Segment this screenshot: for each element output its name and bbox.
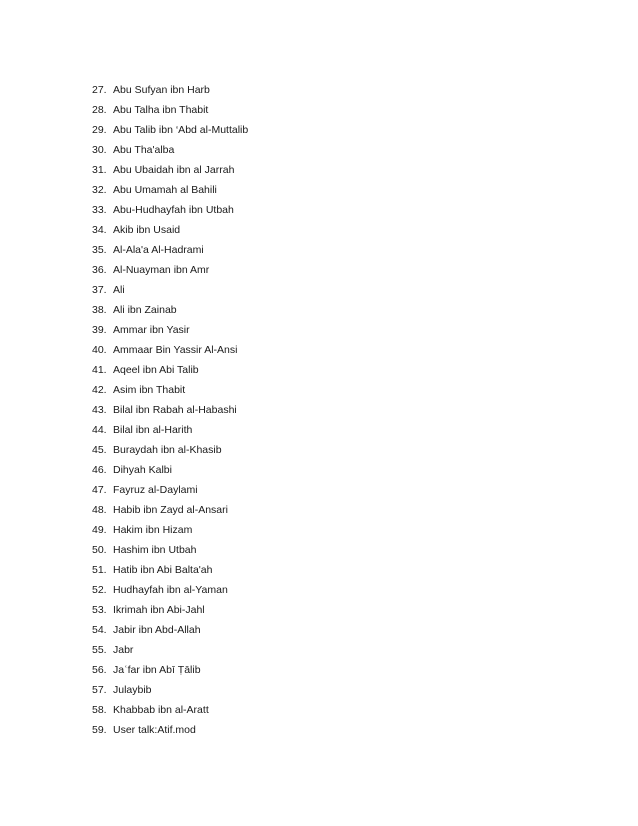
list-item xyxy=(92,623,248,643)
list-item-number: 53. xyxy=(92,604,107,616)
list-item xyxy=(92,543,248,563)
list-item-name: Abu Talib ibn ‘Abd al-Muttalib xyxy=(113,124,249,136)
list-item-number: 39. xyxy=(92,324,107,336)
list-item xyxy=(92,703,248,723)
list-item xyxy=(92,323,248,343)
list-item-name: Ali xyxy=(113,284,125,296)
list-item-name: Asim ibn Thabit xyxy=(113,384,186,396)
list-item xyxy=(92,143,248,163)
list-item-number: 45. xyxy=(92,444,107,456)
list-item xyxy=(92,443,248,463)
list-item xyxy=(92,463,248,483)
list-item-name: Jaʿfar ibn Abī Ṭālib xyxy=(113,664,201,676)
list-item-number: 49. xyxy=(92,524,107,536)
list-item xyxy=(92,423,248,443)
list-item-number: 59. xyxy=(92,724,107,736)
list-item-name: Fayruz al-Daylami xyxy=(113,484,198,496)
list-item-number: 51. xyxy=(92,564,107,576)
list-item-name: Buraydah ibn al-Khasib xyxy=(113,444,222,456)
list-item-number: 27. xyxy=(92,84,107,96)
list-item-name: Khabbab ibn al-Aratt xyxy=(113,704,209,716)
list-item-number: 52. xyxy=(92,584,107,596)
list-item-number: 37. xyxy=(92,284,107,296)
list-item xyxy=(92,363,248,383)
list-item-number: 30. xyxy=(92,144,107,156)
list-item-name: Abu Ubaidah ibn al Jarrah xyxy=(113,164,235,176)
list-item-number: 40. xyxy=(92,344,107,356)
list-item-name: Jabr xyxy=(113,644,134,656)
list-item-name: Abu Umamah al Bahili xyxy=(113,184,217,196)
list-item-number: 56. xyxy=(92,664,107,676)
list-item xyxy=(92,163,248,183)
list-item xyxy=(92,643,248,663)
list-item-name: Abu-Hudhayfah ibn Utbah xyxy=(113,204,234,216)
list-item xyxy=(92,83,248,103)
list-item-number: 50. xyxy=(92,544,107,556)
list-item xyxy=(92,183,248,203)
list-item-name: Ali ibn Zainab xyxy=(113,304,177,316)
list-item-name: Abu Tha'alba xyxy=(113,144,175,156)
list-item xyxy=(92,223,248,243)
list-item-name: Al-Nuayman ibn Amr xyxy=(113,264,210,276)
list-item-name: Julaybib xyxy=(113,684,152,696)
list-item-name: Hatib ibn Abi Balta'ah xyxy=(113,564,213,576)
list-item-number: 36. xyxy=(92,264,107,276)
list-item-name: Hashim ibn Utbah xyxy=(113,544,197,556)
list-item xyxy=(92,683,248,703)
list-item-number: 41. xyxy=(92,364,107,376)
list-item xyxy=(92,263,248,283)
list-item-number: 31. xyxy=(92,164,107,176)
list-item-number: 32. xyxy=(92,184,107,196)
list-item xyxy=(92,383,248,403)
list-item-number: 28. xyxy=(92,104,107,116)
list-item-name: Aqeel ibn Abi Talib xyxy=(113,364,199,376)
list-item-number: 58. xyxy=(92,704,107,716)
list-item-name: Bilal ibn al-Harith xyxy=(113,424,193,436)
list-item xyxy=(92,603,248,623)
list-item-name: Abu Talha ibn Thabit xyxy=(113,104,209,116)
list-item-number: 38. xyxy=(92,304,107,316)
list-item-name: User talk:Atif.mod xyxy=(113,724,196,736)
list-item-number: 35. xyxy=(92,244,107,256)
list-item-number: 46. xyxy=(92,464,107,476)
list-item xyxy=(92,203,248,223)
list-item xyxy=(92,243,248,263)
list-item xyxy=(92,303,248,323)
list-item-number: 43. xyxy=(92,404,107,416)
list-item xyxy=(92,123,248,143)
list-item-name: Ammaar Bin Yassir Al-Ansi xyxy=(113,344,238,356)
list-item-number: 47. xyxy=(92,484,107,496)
list-item xyxy=(92,583,248,603)
list-item-name: Jabir ibn Abd-Allah xyxy=(113,624,201,636)
list-item xyxy=(92,663,248,683)
list-item-number: 54. xyxy=(92,624,107,636)
list-item xyxy=(92,283,248,303)
list-item-number: 57. xyxy=(92,684,107,696)
list-item-name: Bilal ibn Rabah al-Habashi xyxy=(113,404,237,416)
list-item-name: Hakim ibn Hizam xyxy=(113,524,193,536)
list-item xyxy=(92,723,248,743)
list-item-name: Habib ibn Zayd al-Ansari xyxy=(113,504,228,516)
list-item xyxy=(92,503,248,523)
list-item-number: 55. xyxy=(92,644,107,656)
list-item xyxy=(92,563,248,583)
list-item xyxy=(92,343,248,363)
list-item xyxy=(92,483,248,503)
list-item-number: 42. xyxy=(92,384,107,396)
list-item-number: 44. xyxy=(92,424,107,436)
list-item xyxy=(92,403,248,423)
list-item-name: Ikrimah ibn Abi-Jahl xyxy=(113,604,205,616)
list-item-name: Al-Ala'a Al-Hadrami xyxy=(113,244,204,256)
list-item-name: Akib ibn Usaid xyxy=(113,224,181,236)
list-item-name: Abu Sufyan ibn Harb xyxy=(113,84,210,96)
numbered-name-list xyxy=(92,83,248,743)
list-item-number: 34. xyxy=(92,224,107,236)
list-item-name: Dihyah Kalbi xyxy=(113,464,172,476)
list-item-name: Ammar ibn Yasir xyxy=(113,324,190,336)
list-item-name: Hudhayfah ibn al-Yaman xyxy=(113,584,228,596)
list-item xyxy=(92,523,248,543)
list-item-number: 33. xyxy=(92,204,107,216)
list-item-number: 29. xyxy=(92,124,107,136)
list-item xyxy=(92,103,248,123)
list-item-number: 48. xyxy=(92,504,107,516)
